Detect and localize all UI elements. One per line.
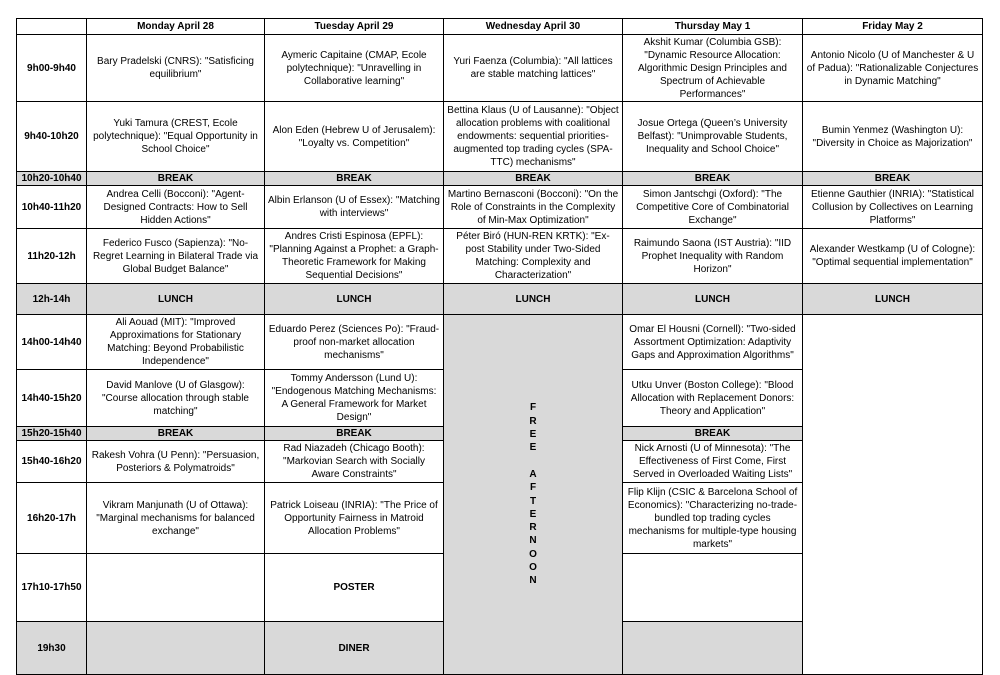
lunch-cell: LUNCH [444, 284, 623, 315]
free-afternoon-label [447, 401, 619, 587]
empty-cell [623, 622, 803, 675]
free-afternoon-letter: F [529, 402, 537, 414]
free-afternoon-letter: E [529, 442, 537, 454]
talk-cell: Tommy Andersson (Lund U): "Endogenous Matching Mechanisms: A General Framework for Market Design" [265, 370, 444, 427]
talk-cell: Aymeric Capitaine (CMAP, Ecole polytechnique): "Unravelling in Collaborative learning" [265, 35, 444, 102]
break-cell: BREAK [444, 172, 623, 186]
schedule-row [17, 315, 983, 370]
time-slot: 15h40-16h20 [17, 441, 87, 483]
empty-cell [87, 554, 265, 622]
talk-cell: Josue Ortega (Queen’s University Belfast): "Unimprovable Students, Inequality and School Choice" [623, 102, 803, 172]
talk-cell: Simon Jantschgi (Oxford): "The Competitive Core of Combinatorial Exchange" [623, 186, 803, 229]
header-row [17, 19, 983, 35]
lunch-cell: LUNCH [623, 284, 803, 315]
talk-cell: Omar El Housni (Cornell): "Two-sided Assortment Optimization: Adaptivity Gaps and Approximation Algorithms" [623, 315, 803, 370]
talk-cell: Andrea Celli (Bocconi): "Agent-Designed Contracts: How to Sell Hidden Actions" [87, 186, 265, 229]
day-header-friday: Friday May 2 [803, 19, 983, 35]
talk-cell: David Manlove (U of Glasgow): "Course allocation through stable matching" [87, 370, 265, 427]
talk-cell: Raimundo Saona (IST Austria): "IID Prophet Inequality with Random Horizon" [623, 229, 803, 284]
lunch-cell: LUNCH [265, 284, 444, 315]
time-slot: 14h00-14h40 [17, 315, 87, 370]
empty-cell [803, 315, 983, 675]
talk-cell: Patrick Loiseau (INRIA): "The Price of Opportunity Fairness in Matroid Allocation Problems" [265, 483, 444, 554]
time-slot: 14h40-15h20 [17, 370, 87, 427]
time-slot: 16h20-17h [17, 483, 87, 554]
talk-cell: Ali Aouad (MIT): "Improved Approximations for Stationary Matching: Beyond Probabilistic Independence" [87, 315, 265, 370]
talk-cell: Alon Eden (Hebrew U of Jerusalem): "Loyalty vs. Competition" [265, 102, 444, 172]
free-afternoon-letter: T [529, 495, 537, 507]
break-row [17, 172, 983, 186]
empty-cell [623, 554, 803, 622]
break-cell: BREAK [623, 427, 803, 441]
free-afternoon-letter: O [529, 548, 537, 560]
break-cell: BREAK [87, 172, 265, 186]
time-slot: 11h20-12h [17, 229, 87, 284]
lunch-cell: LUNCH [87, 284, 265, 315]
free-afternoon-letter: E [529, 429, 537, 441]
talk-cell: Andres Cristi Espinosa (EPFL): "Planning Against a Prophet: a Graph-Theoretic Framework for Making Sequential Decisions" [265, 229, 444, 284]
free-afternoon-letter: F [529, 482, 537, 494]
talk-cell: Akshit Kumar (Columbia GSB): "Dynamic Resource Allocation: Algorithmic Design Principles and Spectrum of Achievable Performances" [623, 35, 803, 102]
talk-cell: Antonio Nicolo (U of Manchester & U of Padua): "Rationalizable Conjectures in Dynamic Matching" [803, 35, 983, 102]
lunch-row [17, 284, 983, 315]
time-slot: 9h00-9h40 [17, 35, 87, 102]
talk-cell: Eduardo Perez (Sciences Po): "Fraud-proof non-market allocation mechanisms" [265, 315, 444, 370]
talk-cell: Utku Unver (Boston College): "Blood Allocation with Replacement Donors: Theory and Application" [623, 370, 803, 427]
break-cell: BREAK [803, 172, 983, 186]
break-cell: BREAK [265, 172, 444, 186]
talk-cell: Etienne Gauthier (INRIA): "Statistical Collusion by Collectives on Learning Platforms" [803, 186, 983, 229]
time-slot: 19h30 [17, 622, 87, 675]
empty-cell [87, 622, 265, 675]
free-afternoon-letter: R [529, 522, 537, 534]
free-afternoon-letter: A [529, 468, 537, 480]
talk-cell: Bumin Yenmez (Washington U): "Diversity in Choice as Majorization" [803, 102, 983, 172]
day-header-thursday: Thursday May 1 [623, 19, 803, 35]
talk-cell: Yuki Tamura (CREST, Ecole polytechnique): "Equal Opportunity in School Choice" [87, 102, 265, 172]
talk-cell: Albin Erlanson (U of Essex): "Matching with interviews" [265, 186, 444, 229]
day-header-wednesday: Wednesday April 30 [444, 19, 623, 35]
poster-cell: POSTER [265, 554, 444, 622]
conference-schedule-table [16, 18, 983, 675]
talk-cell: Yuri Faenza (Columbia): "All lattices are stable matching lattices" [444, 35, 623, 102]
time-slot: 9h40-10h20 [17, 102, 87, 172]
diner-cell: DINER [265, 622, 444, 675]
free-afternoon-letter: E [529, 508, 537, 520]
lunch-cell: LUNCH [803, 284, 983, 315]
free-afternoon-letter: R [529, 415, 537, 427]
talk-cell: Vikram Manjunath (U of Ottawa): "Marginal mechanisms for balanced exchange" [87, 483, 265, 554]
day-header-tuesday: Tuesday April 29 [265, 19, 444, 35]
talk-cell: Péter Biró (HUN-REN KRTK): "Ex-post Stability under Two-Sided Matching: Complexity and Characterization" [444, 229, 623, 284]
time-slot: 10h40-11h20 [17, 186, 87, 229]
break-cell: BREAK [87, 427, 265, 441]
talk-cell: Bary Pradelski (CNRS): "Satisficing equilibrium" [87, 35, 265, 102]
time-slot: 12h-14h [17, 284, 87, 315]
schedule-row [17, 102, 983, 172]
corner-cell [17, 19, 87, 35]
talk-cell: Rakesh Vohra (U Penn): "Persuasion, Posteriors & Polymatroids" [87, 441, 265, 483]
time-slot: 17h10-17h50 [17, 554, 87, 622]
talk-cell: Bettina Klaus (U of Lausanne): "Object allocation problems with coalitional endowments: sequential priorities-augmented top trading cycles (SPA-TTC) mechanisms" [444, 102, 623, 172]
break-cell: BREAK [623, 172, 803, 186]
free-afternoon-letter: O [529, 561, 537, 573]
schedule-row [17, 229, 983, 284]
talk-cell: Martino Bernasconi (Bocconi): "On the Role of Constraints in the Complexity of Min-Max Optimization" [444, 186, 623, 229]
free-afternoon-letter: N [529, 535, 537, 547]
schedule-row [17, 35, 983, 102]
talk-cell: Rad Niazadeh (Chicago Booth): "Markovian Search with Socially Aware Constraints" [265, 441, 444, 483]
free-afternoon-cell [444, 315, 623, 675]
free-afternoon-letter: N [529, 575, 537, 587]
talk-cell: Flip Klijn (CSIC & Barcelona School of Economics): "Characterizing no-trade-bundled top trading cycles mechanisms for multiple-type housing markets" [623, 483, 803, 554]
time-slot: 15h20-15h40 [17, 427, 87, 441]
talk-cell: Alexander Westkamp (U of Cologne): "Optimal sequential implementation" [803, 229, 983, 284]
time-slot: 10h20-10h40 [17, 172, 87, 186]
talk-cell: Federico Fusco (Sapienza): "No-Regret Learning in Bilateral Trade via Global Budget Balance" [87, 229, 265, 284]
schedule-row [17, 186, 983, 229]
day-header-monday: Monday April 28 [87, 19, 265, 35]
talk-cell: Nick Arnosti (U of Minnesota): "The Effectiveness of First Come, First Served in Overloaded Waiting Lists" [623, 441, 803, 483]
break-cell: BREAK [265, 427, 444, 441]
